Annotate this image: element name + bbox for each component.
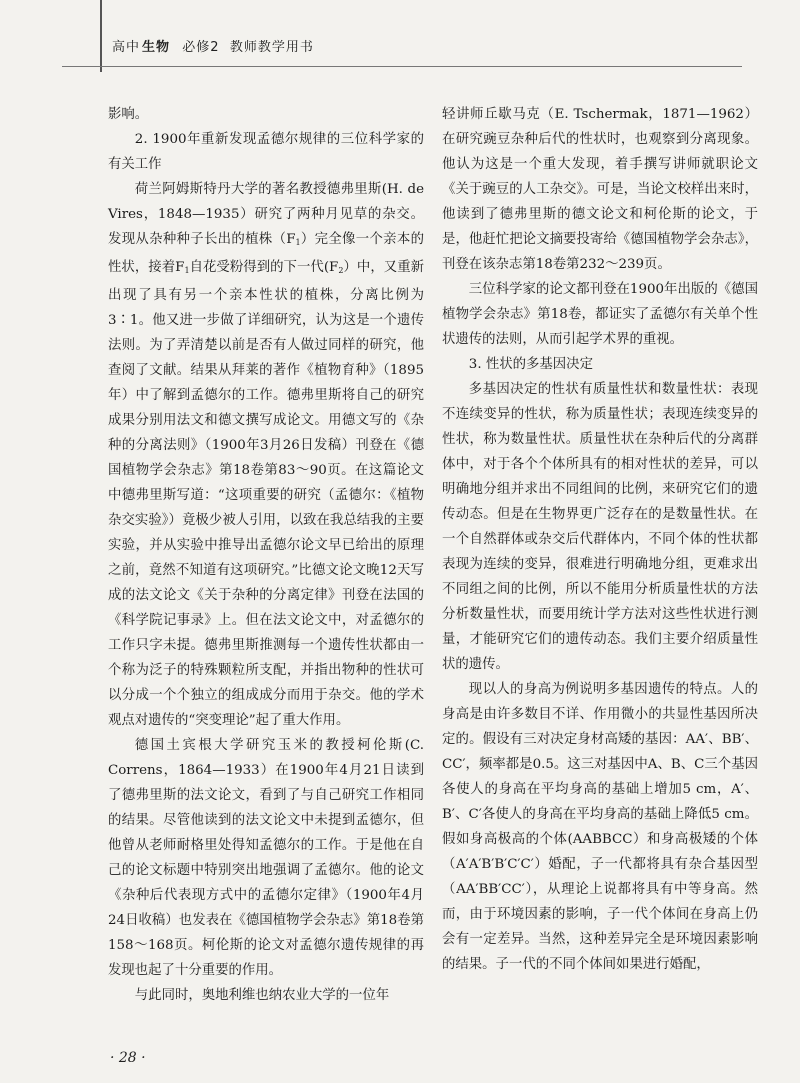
header-subject: 生物 [142,40,171,55]
section-heading: 3. 性状的多基因决定 [468,357,593,372]
header-book: 教师教学用书 [229,40,314,55]
paragraph: 与此同时，奥地利维也纳农业大学的一位年 [134,988,390,1003]
paragraph: 荷兰阿姆斯特丹大学的著名教授德弗里斯(H. de Vires，1848—1935）研究了两种月见草的杂交。发现从杂种种子长出的植株$(F_1)$完全像一个亲本的性状，接着$F_1$自花受粉得到的下一代$(F_2)$中，又重新出现了具有另一个亲本性状的植株，分离比例为3∶1。他又进一步做了详细研究，认为这是一个遗传法则。为了弄清楚以前是否有人做过同样的研究，他查阅了文献。结果从拜莱的著作《植物育种》（1895年）中了解到孟德尔的工作。德弗里斯将自己的研究成果分别用法文和德文撰写成论文。用德文写的《杂种的分离法则》（1900年3月26日发稿）刊登在《德国植物学会杂志》第18卷第83～90页。在这篇论文中德弗里斯写道：“这项重要的研究（孟德尔：《植物杂交实验》）竟极少被人引用，以致在我总结我的主要实验，并从实验中推导出孟德尔论文早已给出的原理之前，竟然不知道有这项研究。”比德文论文晚12天写成的法文论文《关于杂种的分离定律》刊登在法国的《科学院记事录》上。但在法文论文中，对孟德尔的工作只字未提。德弗里斯推测每一个遗传性状都由一个称为泛子的特殊颗粒所支配，并指出物种的性状可以分成一个个独立的组成成分而用于杂交。他的学术观点对遗传的“突变理论”起了重大作用。 [108,182,425,728]
paragraph: 德国土宾根大学研究玉米的教授柯伦斯(C. Correns，1864—1933）在1900年4月21日读到了德弗里斯的法文论文，看到了与自己研究工作相同的结果。尽管他读到的法文论文中未提到孟德尔，但他曾从老师耐格里处得知孟德尔的工作。于是他在自己的论文标题中特别突出地强调了孟德尔。他的论文《杂种后代表现方式中的孟德尔定律》（1900年4月24日收稿）也发表在《德国植物学会杂志》第18卷第158～168页。柯伦斯的论文对孟德尔遗传规律的再发现也起了十分重要的作用。 [108,738,424,978]
header-horizontal-rule [62,66,742,67]
header-title [112,36,314,55]
paragraph: 现以人的身高为例说明多基因遗传的特点。人的身高是由许多数目不详、作用微小的共显性基因所决定的。假设有三对决定身材高矮的基因：AA′、BB′、CC′，频率都是0.5。这三对基因中A、B、C三个基因各使人的身高在平均身高的基础上增加5 cm，A′、B′、C′各使人的身高在平均身高的基础上降低5 cm。假如身高极高的个体(AABBCC）和身高极矮的个体（A′A′B′B′C′C′）婚配，子一代都将具有杂合基因型（AA′BB′CC′），从理论上说都将具有中等身高。然而，由于环境因素的影响，子一代个体间在身高上仍会有一定差异。当然，这种差异完全是环境因素影响的结果。子一代的不同个体间如果进行婚配， [442,682,758,972]
paragraph: 三位科学家的论文都刊登在1900年出版的《德国植物学会杂志》第18卷，都证实了孟德尔有关单个性状遗传的法则，从而引起学术界的重视。 [442,282,758,347]
section-heading: 2. 1900年重新发现孟德尔规律的三位科学家的有关工作 [108,132,424,172]
header-volume: 必修2 [182,40,220,55]
running-header [0,0,800,75]
page-number: · 28 · [110,1050,146,1066]
paragraph: 多基因决定的性状有质量性状和数量性状：表现不连续变异的性状，称为质量性状；表现连续变异的性状，称为数量性状。质量性状在杂种后代的分离群体中，对于各个个体所具有的相对性状的差异，可以明确地分组并求出不同组间的比例，来研究它们的遗传动态。但是在生物界更广泛存在的是数量性状。在一个自然群体或杂交后代群体内，不同个体的性状都表现为连续的变异，很难进行明确地分组，更难求出不同组之间的比例，所以不能用分析质量性状的方法分析数量性状，而要用统计学方法对这些性状进行测量，才能研究它们的遗传动态。我们主要介绍质量性状的遗传。 [442,382,758,672]
header-vertical-rule [100,0,102,72]
paragraph: 影响。 [108,107,149,122]
paragraph: 轻讲师丘歇马克（E. Tschermak，1871—1962）在研究豌豆杂种后代的性状时，也观察到分离现象。他认为这是一个重大发现，着手撰写讲师就职论文《关于豌豆的人工杂交》。可是，当论文校样出来时，他读到了德弗里斯的德文论文和柯伦斯的论文，于是，他赶忙把论文摘要投寄给《德国植物学会杂志》，刊登在该杂志第18卷第232～239页。 [442,107,758,272]
header-level: 高中 [112,40,141,55]
right-column [442,102,758,977]
left-column [108,102,424,1008]
